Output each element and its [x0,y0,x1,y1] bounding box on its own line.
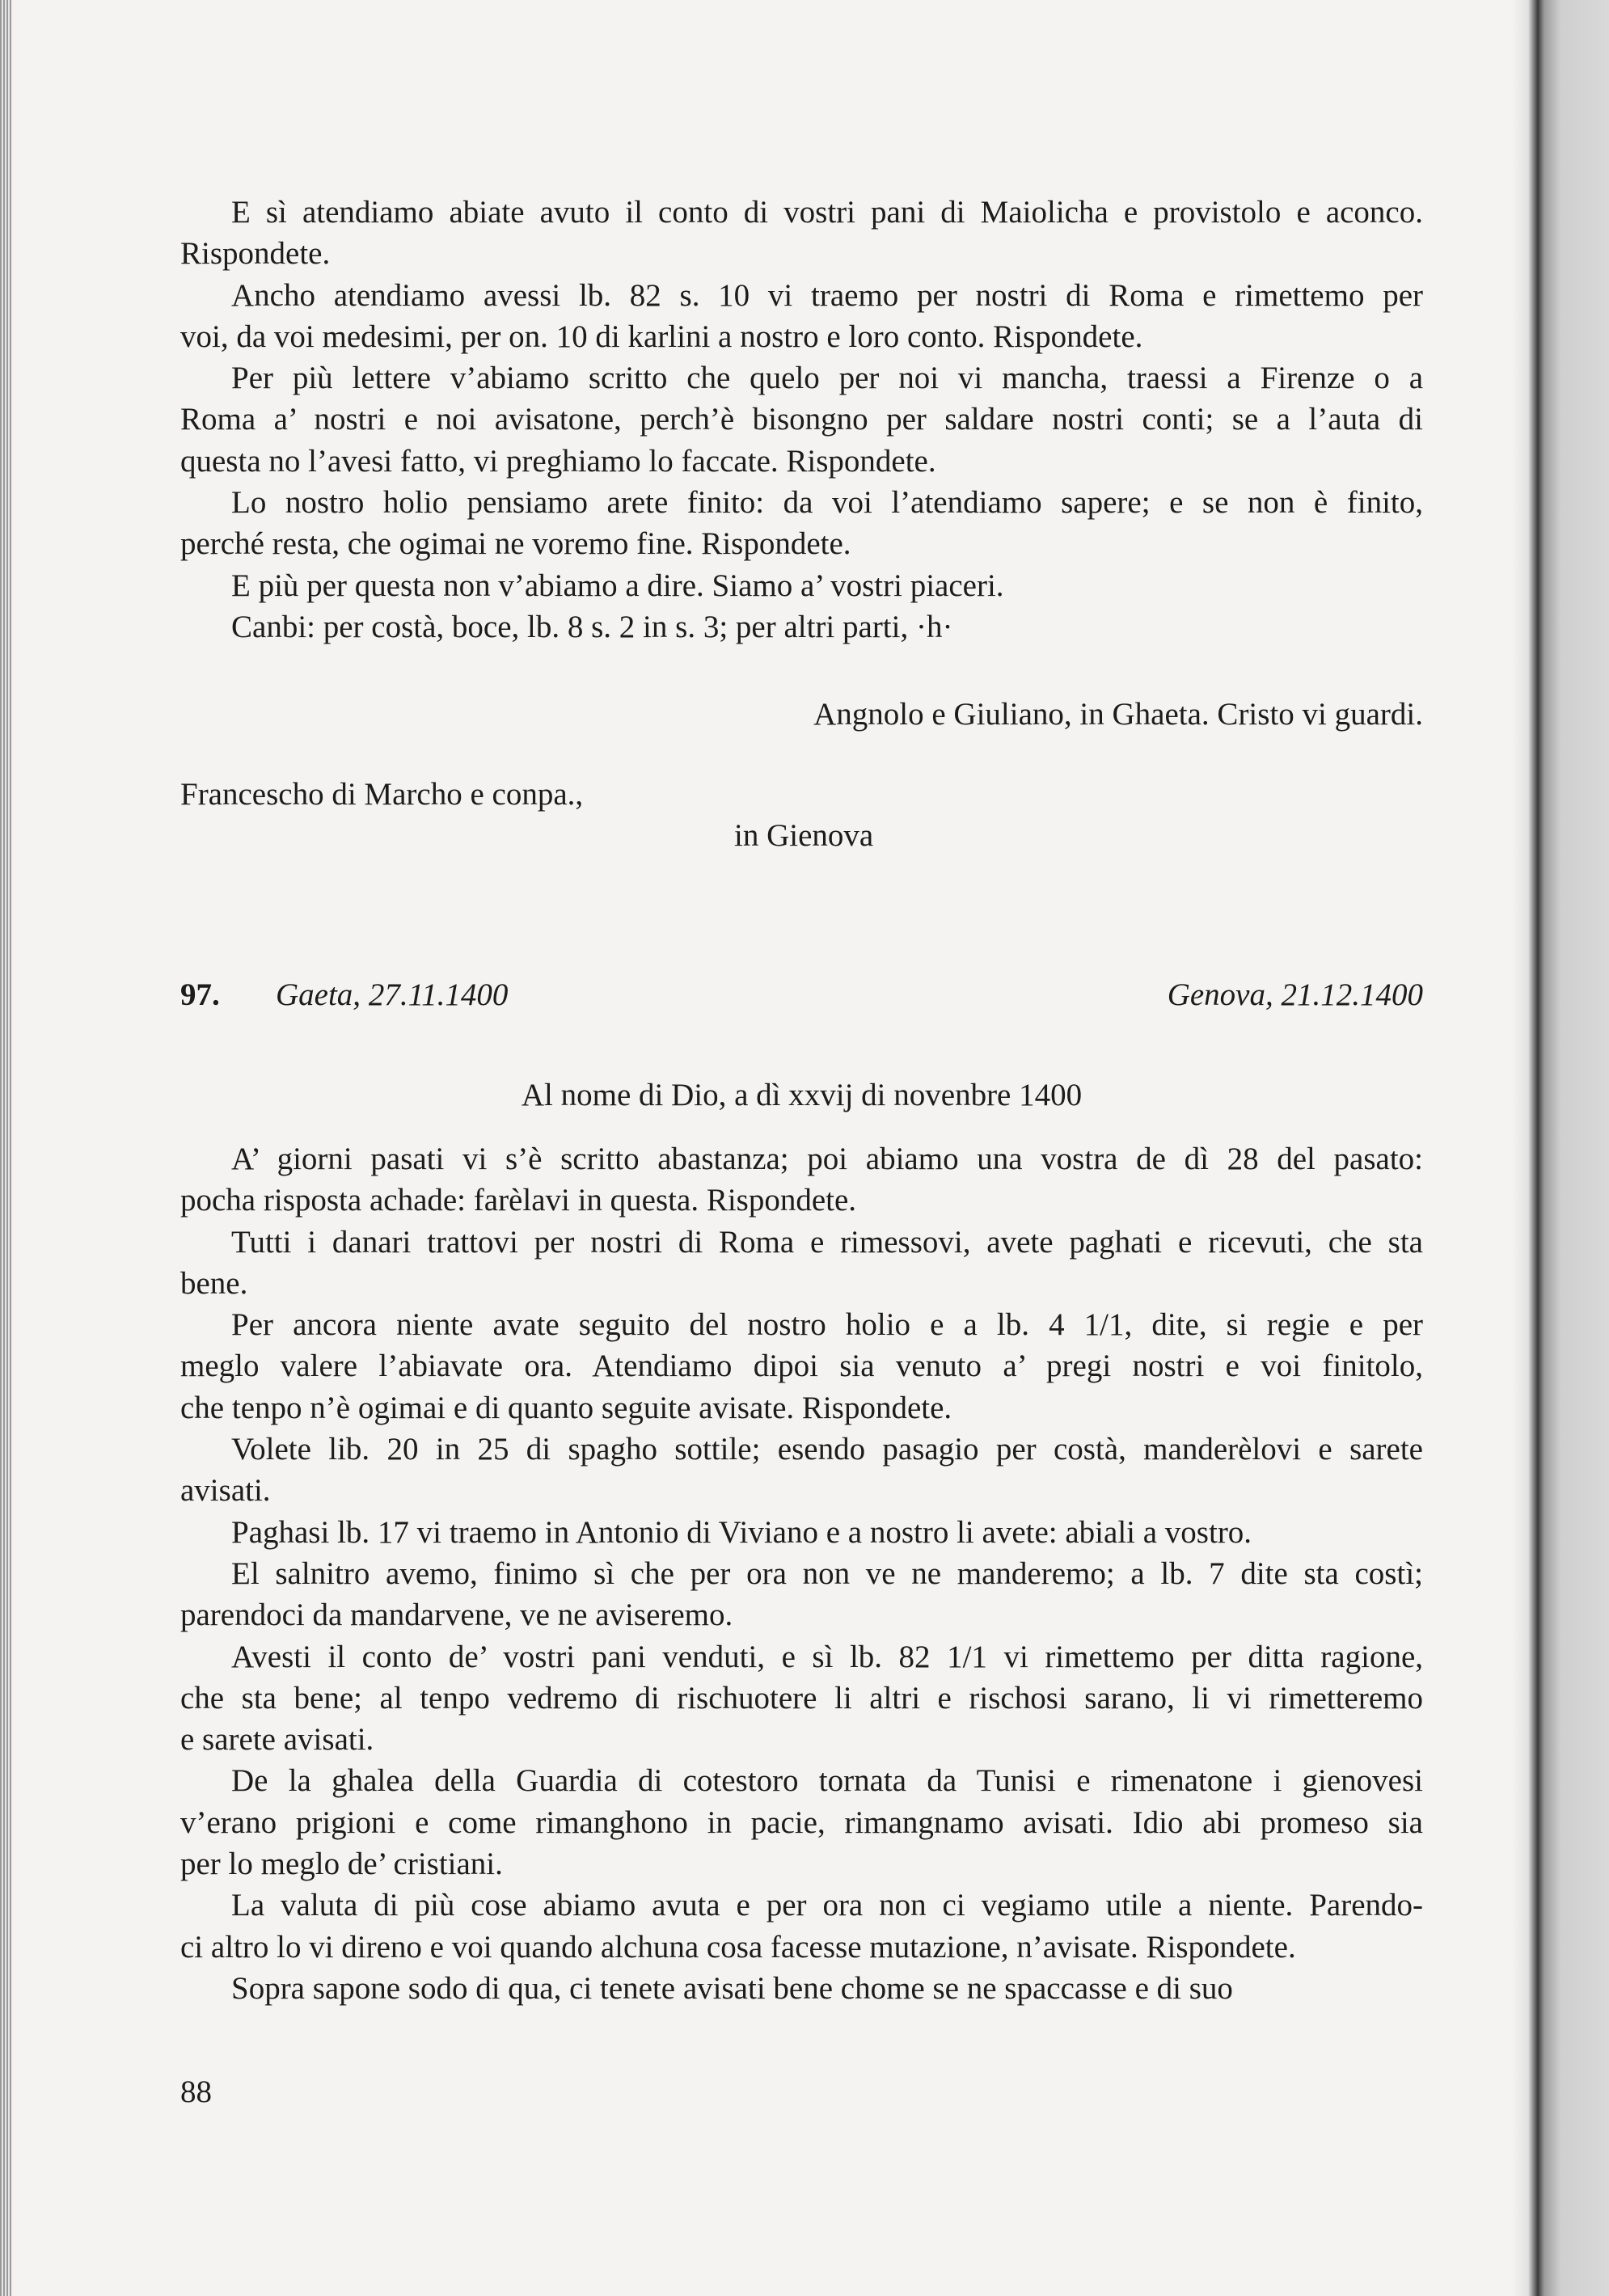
page-number: 88 [180,2074,212,2109]
text-line: Per ancora niente avate seguito del nostro holio e a lb. 4 1/1, dite, si regie e per [231,1307,1423,1343]
text-line: v’erano prigioni e come rimanghono in pacie, rimangnamo avisati. Idio abi promeso sia [180,1804,1423,1840]
text-line: Sopra sapone sodo di qua, ci tenete avisati bene chome se ne spaccasse e di suo [231,1970,1233,2006]
signature: Angnolo e Giuliano, in Ghaeta. Cristo vi guardi. [813,697,1423,732]
text-line: Paghasi lb. 17 vi traemo in Antonio di Viviano e a nostro li avete: abiali a vostro. [231,1514,1252,1550]
text-line: che tenpo n’è ogimai e di quanto seguite avisate. Rispondete. [180,1390,952,1425]
letter-97-header [180,974,1423,1015]
text-line: Avesti il conto de’ vostri pani venduti, e sì lb. 82 1/1 vi rimettemo per ditta ragione, [231,1639,1423,1674]
destination-place: Genova, [1167,977,1273,1012]
letter-96-body [180,192,1423,648]
address-name: Francescho di Marcho e conpa., [180,777,584,812]
text-line: De la ghalea della Guardia di cotestoro tornata da Tunisi e rimenatone i gienovesi [231,1763,1423,1799]
address-block [180,774,1423,857]
text-line: E più per questa non v’abiamo a dire. Siamo a’ vostri piaceri. [231,568,1004,603]
text-line: che sta bene; al tenpo vedremo di rischuotere li altri e rischosi sarano, li vi rimetteremo [180,1680,1423,1716]
letter-origin [276,974,1168,1015]
text-line: bene. [180,1265,248,1301]
text-line: pocha risposta achade: farèlavi in questa. Rispondete. [180,1183,857,1218]
signature-line [180,694,1423,735]
text-line: e sarete avisati. [180,1722,374,1758]
address-place: in Gienova [734,818,874,854]
book-spine-edge [0,0,11,2296]
text-line: Lo nostro holio pensiamo arete finito: da voi l’atendiamo sapere; e se non è finito, [231,485,1423,521]
text-line: A’ giorni pasati vi s’è scritto abastanza; poi abiamo una vostra de dì 28 del pasato: [231,1142,1423,1176]
text-line: Per più lettere v’abiamo scritto che quelo per noi vi mancha, traessi a Firenze o a [231,361,1423,396]
letter-97-body [180,1138,1423,2009]
text-line: ci altro lo vi direno e voi quando alchuna cosa facesse mutazione, n’avisate. Rispondete. [180,1929,1296,1965]
text-line: Tutti i danari trattovi per nostri di Roma e rimessovi, avete paghati e ricevuti, che sta [231,1224,1423,1260]
text-line: per lo meglo de’ cristiani. [180,1847,503,1882]
destination-date: 21.12.1400 [1273,977,1423,1012]
letter-destination [1168,974,1423,1015]
page-edge-shadow [1512,0,1609,2296]
text-line: El salnitro avemo, finimo sì che per ora non ve ne manderemo; a lb. 7 dite sta costì; [231,1555,1423,1591]
text-line: avisati. [180,1473,271,1509]
text-line: voi, da voi medesimi, per on. 10 di karlini a nostro e loro conto. Rispondete. [180,319,1143,354]
letter-heading: Al nome di Dio, a dì xxvij di novenbre 1400 [521,1078,1083,1112]
origin-place: Gaeta, [276,977,361,1012]
text-line: E sì atendiamo abiate avuto il conto di vostri pani di Maiolicha e provistolo e aconco. [231,195,1423,230]
text-line: Volete lib. 20 in 25 di spagho sottile; esendo pasagio per costà, manderèlovi e sarete [231,1432,1423,1467]
text-line: perché resta, che ogimai ne voremo fine. Rispondete. [180,526,851,562]
text-line: La valuta di più cose abiamo avuta e per ora non ci vegiamo utile a niente. Parendo- [231,1888,1423,1923]
text-line: questa no l’avesi fatto, vi preghiamo lo faccate. Rispondete. [180,443,936,479]
text-line: Rispondete. [180,236,331,272]
text-line: meglo valere l’abiavate ora. Atendiamo dipoi sia venuto a’ pregi nostri e voi finitolo, [180,1348,1423,1384]
text-line: Canbi: per costà, boce, lb. 8 s. 2 in s. 3; per altri parti, ·h· [231,609,953,644]
text-line: Roma a’ nostri e noi avisatone, perch’è bisongno per saldare nostri conti; se a l’auta di [180,402,1423,437]
text-line: Ancho atendiamo avessi lb. 82 s. 10 vi traemo per nostri di Roma e rimettemo per [231,277,1423,313]
letter-number: 97. [180,977,220,1012]
text-line: parendoci da mandarvene, ve ne aviseremo. [180,1597,733,1633]
origin-date: 27.11.1400 [361,977,509,1012]
